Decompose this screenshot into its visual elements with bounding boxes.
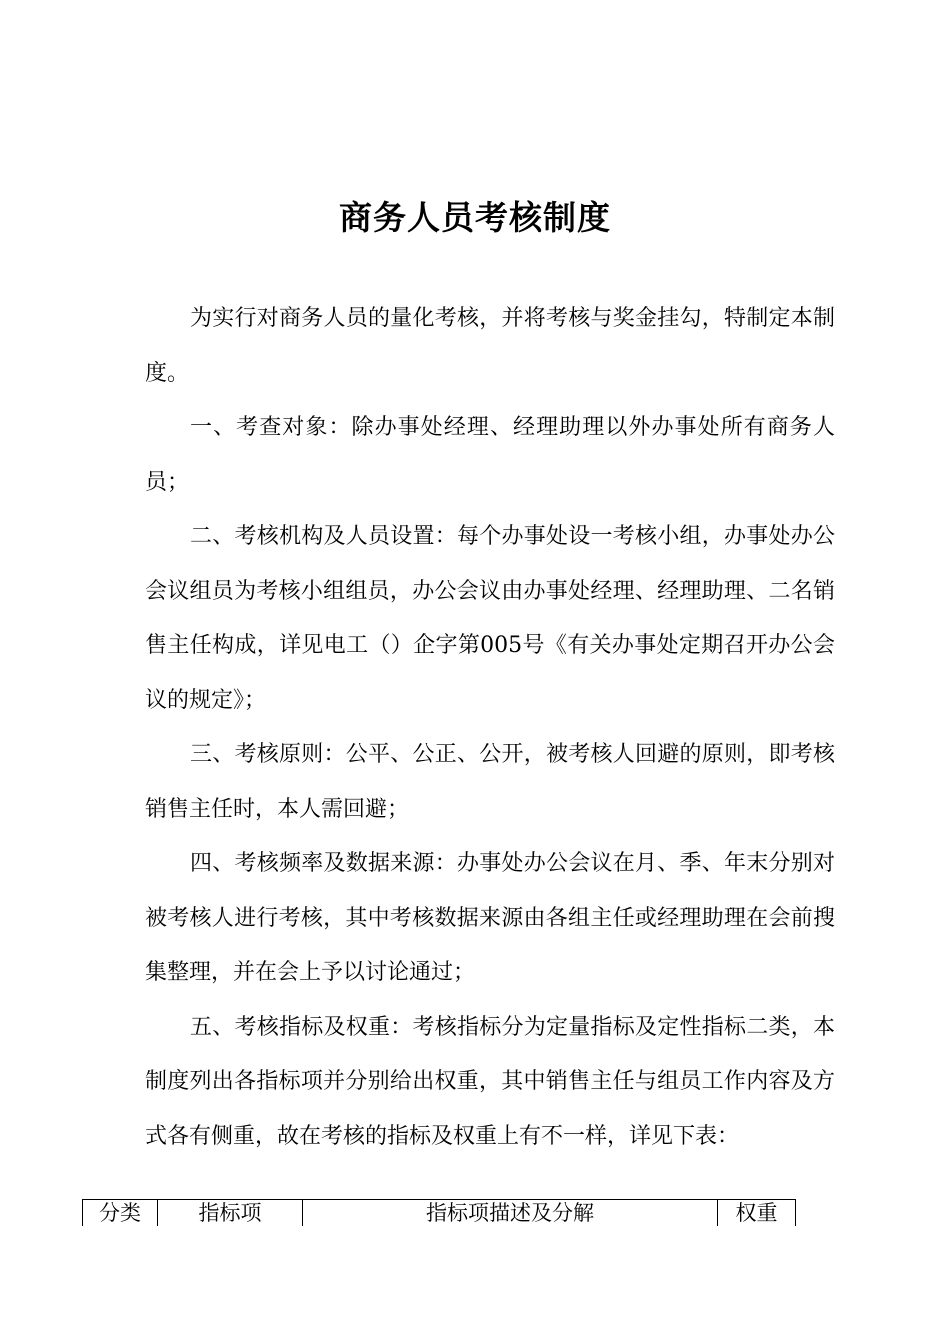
paragraph-section-2: 二、考核机构及人员设置：每个办事处设一考核小组，办事处办公会议组员为考核小组组员，办公会议由办事处经理、经理助理、二名销售主任构成，详见电工（）企字第005号《有关办事处定期召开办公会议的规定》； xyxy=(145,524,835,713)
header-indicator: 指标项 xyxy=(158,1200,303,1227)
document-title: 商务人员考核制度 xyxy=(339,198,611,237)
document-body xyxy=(145,292,835,1164)
paragraph-intro: 为实行对商务人员的量化考核，并将考核与奖金挂勾，特制定本制度。 xyxy=(145,306,835,386)
metrics-table-wrapper xyxy=(82,1199,796,1226)
paragraph-section-5: 五、考核指标及权重：考核指标分为定量指标及定性指标二类，本制度列出各指标项并分别给出权重，其中销售主任与组员工作内容及方式各有侧重，故在考核的指标及权重上有不一样，详见下表： xyxy=(145,1014,835,1149)
paragraph-section-3: 三、考核原则：公平、公正、公开，被考核人回避的原则，即考核销售主任时，本人需回避； xyxy=(145,742,835,822)
metrics-table xyxy=(82,1199,796,1226)
table-header-row xyxy=(83,1200,796,1227)
header-description: 指标项描述及分解 xyxy=(303,1200,718,1227)
paragraph-section-1: 一、考查对象：除办事处经理、经理助理以外办事处所有商务人员； xyxy=(145,415,835,495)
header-category: 分类 xyxy=(83,1200,158,1227)
header-weight: 权重 xyxy=(718,1200,796,1227)
paragraph-section-4: 四、考核频率及数据来源：办事处办公会议在月、季、年末分别对被考核人进行考核，其中考核数据来源由各组主任或经理助理在会前搜集整理，并在会上予以讨论通过； xyxy=(145,851,835,985)
